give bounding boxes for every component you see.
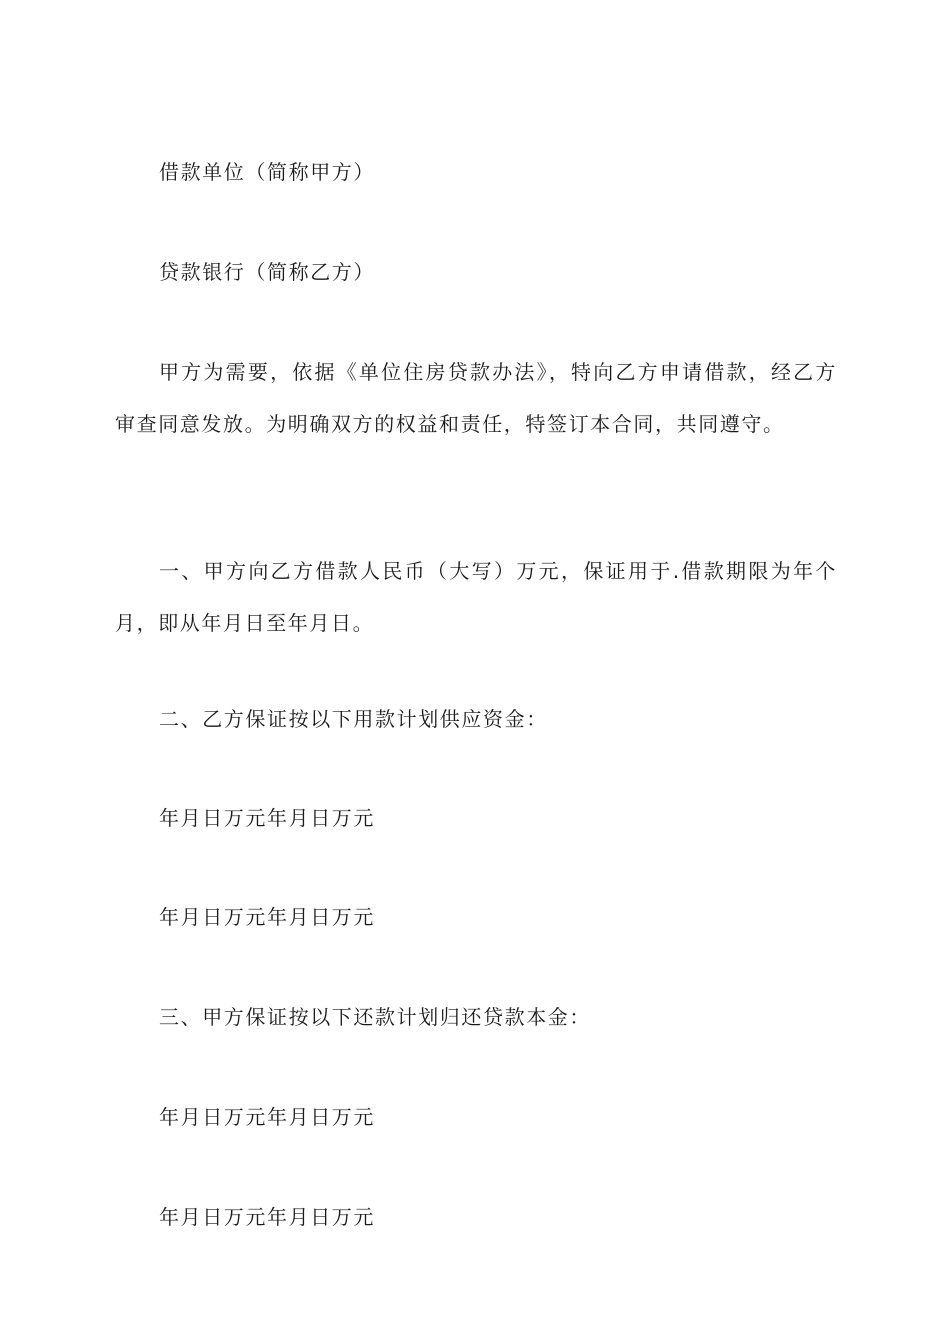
drawdown-schedule-line: 年月日万元年月日万元: [159, 905, 375, 929]
repayment-schedule-line: 年月日万元年月日万元: [159, 1105, 375, 1129]
clause-one-paragraph: 一、甲方向乙方借款人民币（大写）万元，保证用于.借款期限为年个月，即从年月日至年月日。: [115, 559, 837, 635]
lender-line: 贷款银行（简称乙方）: [159, 260, 375, 284]
borrower-line: 借款单位（简称甲方）: [159, 160, 375, 184]
drawdown-schedule-line: 年月日万元年月日万元: [159, 806, 375, 830]
repayment-schedule-line: 年月日万元年月日万元: [159, 1205, 375, 1229]
preamble-paragraph: 甲方为需要，依据《单位住房贷款办法》，特向乙方申请借款，经乙方审查同意发放。为明确双方的权益和责任，特签订本合同，共同遵守。: [115, 360, 837, 436]
clause-two-heading: 二、乙方保证按以下用款计划供应资金：: [159, 707, 548, 731]
clause-three-heading: 三、甲方保证按以下还款计划归还贷款本金：: [159, 1005, 591, 1029]
